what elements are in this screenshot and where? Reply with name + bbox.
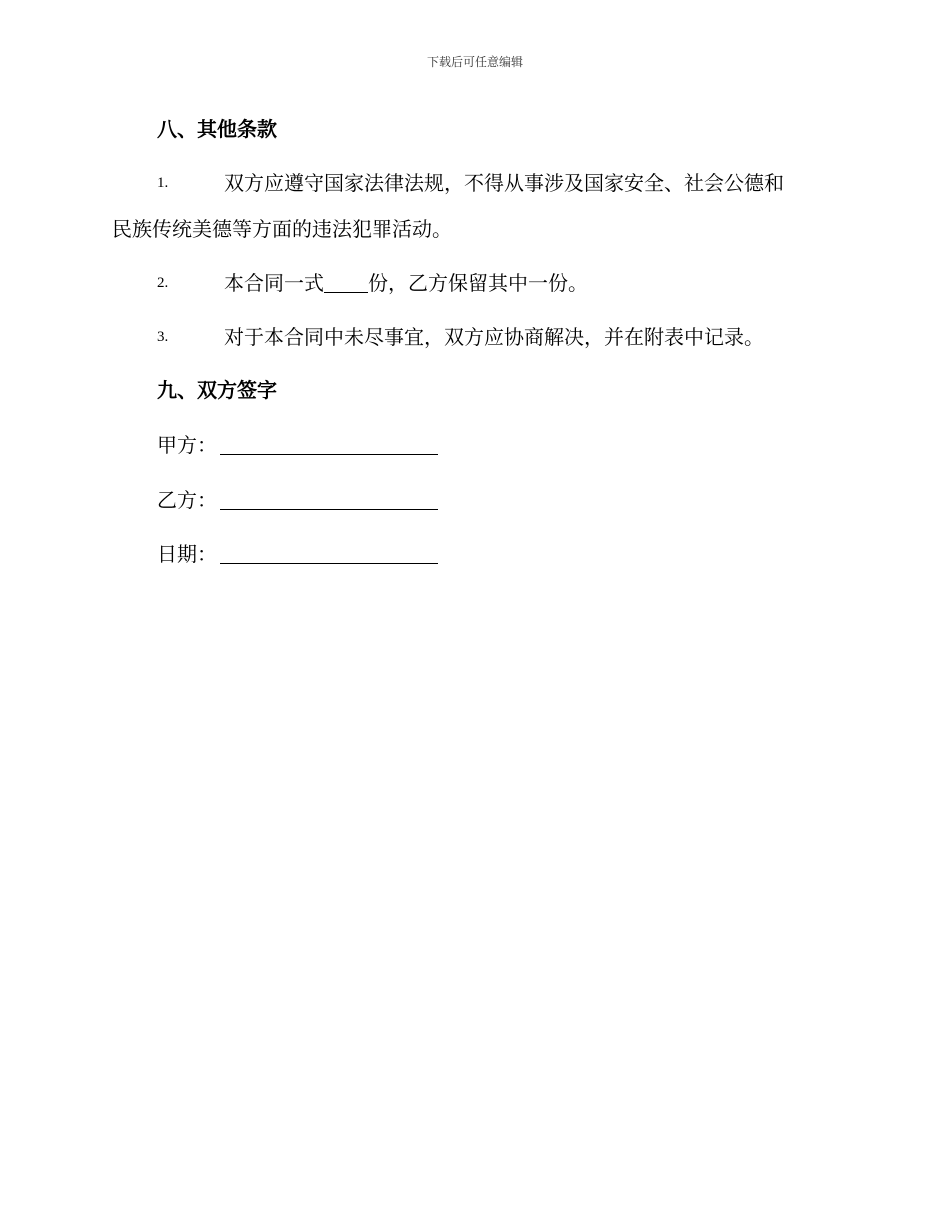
clause-text: 对于本合同中未尽事宜，双方应协商解决，并在附表中记录。 [224,325,764,349]
clause-text-after-blank: 份，乙方保留其中一份。 [368,271,588,295]
signature-line-party-a[interactable] [220,454,438,455]
signature-row-date [157,541,217,567]
signature-label: 乙方： [157,488,217,512]
clause-number: 2. [157,275,169,291]
clause-text: 双方应遵守国家法律法规，不得从事涉及国家安全、社会公德和 [224,171,784,195]
section-heading-signatures: 九、双方签字 [157,378,277,402]
signature-label: 甲方： [157,433,217,457]
page-header: 下载后可任意编辑 [426,55,523,69]
clause-text-before-blank: 本合同一式 [224,271,324,295]
copies-blank-field[interactable] [324,272,368,293]
clause-1 [112,160,842,252]
signature-row-party-a [157,432,217,458]
signature-row-party-b [157,487,217,513]
clause-number: 1. [157,175,169,191]
date-line[interactable] [220,563,438,564]
clause-text [112,260,842,306]
clause-2 [112,260,842,306]
clause-3 [112,314,842,360]
signature-label: 日期： [157,542,217,566]
signature-line-party-b[interactable] [220,509,438,510]
clause-number: 3. [157,329,169,345]
clause-text-continued: 民族传统美德等方面的违法犯罪活动。 [112,217,452,241]
section-heading-other-terms: 八、其他条款 [157,117,277,141]
